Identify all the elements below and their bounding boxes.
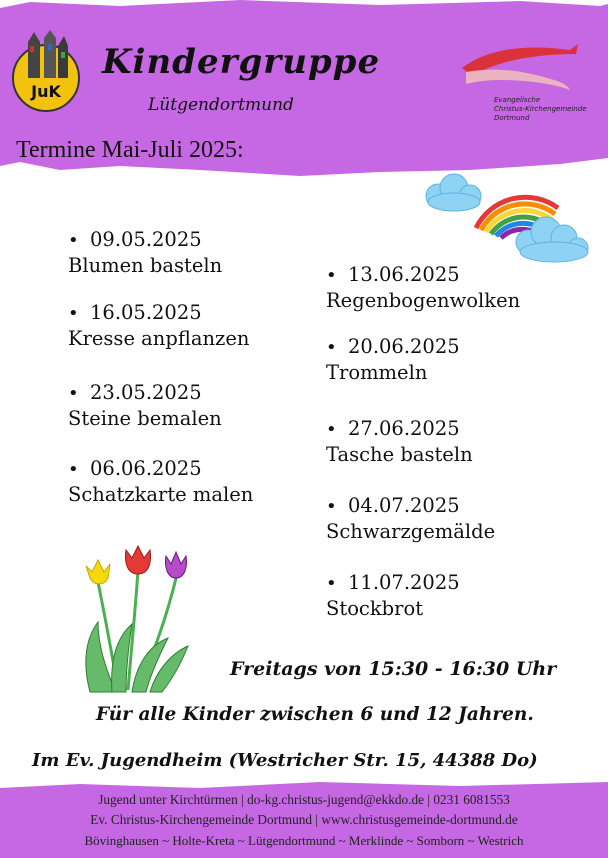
schedule-date: • 13.06.2025 — [326, 262, 520, 288]
meeting-time: Freitags von 15:30 - 16:30 Uhr — [230, 658, 557, 680]
schedule-item — [68, 300, 249, 351]
page-title: Kindergruppe — [102, 42, 381, 82]
footer-website: Ev. Christus-Kirchengemeinde Dortmund | www.christusgemeinde-dortmund.de — [90, 812, 518, 827]
schedule-date: • 16.05.2025 — [68, 300, 249, 326]
church-logo — [458, 42, 588, 94]
schedule-date: • 06.06.2025 — [68, 456, 253, 482]
schedule-activity: Schwarzgemälde — [326, 520, 496, 543]
juk-logo-text: JuK — [31, 82, 61, 101]
schedule-activity: Steine bemalen — [68, 407, 222, 430]
schedule-activity: Stockbrot — [326, 597, 424, 620]
schedule-item — [68, 380, 222, 431]
church-name-line: Evangelische — [494, 96, 541, 104]
tulips-illustration — [76, 542, 196, 694]
schedule-item — [326, 416, 473, 467]
schedule-item — [326, 570, 460, 621]
rainbow-cloud-illustration — [418, 168, 590, 270]
schedule-date: • 09.05.2025 — [68, 227, 222, 253]
schedule-activity: Schatzkarte malen — [68, 483, 254, 506]
schedule-item — [326, 262, 520, 313]
schedule-item — [68, 456, 253, 507]
footer-districts: Bövinghausen ~ Holte-Kreta ~ Lütgendortmund ~ Merklinde ~ Somborn ~ Westrich — [84, 833, 524, 848]
juk-logo — [10, 30, 82, 112]
church-name — [494, 96, 587, 123]
schedule-date: • 27.06.2025 — [326, 416, 473, 442]
schedule-activity: Kresse anpflanzen — [68, 327, 250, 350]
schedule-date: • 20.06.2025 — [326, 334, 460, 360]
schedule-activity: Blumen basteln — [68, 254, 223, 277]
schedule-item — [326, 493, 495, 544]
schedule-date: • 23.05.2025 — [68, 380, 222, 406]
schedule-item — [326, 334, 460, 385]
church-name-line: Christus-Kirchengemeinde — [494, 105, 587, 113]
footer-contact: Jugend unter Kirchtürmen | do-kg.christus-jugend@ekkdo.de | 0231 6081553 — [98, 792, 510, 807]
schedule-date: • 04.07.2025 — [326, 493, 495, 519]
schedule-date: • 11.07.2025 — [326, 570, 460, 596]
schedule-activity: Tasche basteln — [326, 443, 473, 466]
schedule-activity: Regenbogenwolken — [326, 289, 521, 312]
schedule-item — [68, 227, 222, 278]
termine-heading: Termine Mai-Juli 2025: — [16, 137, 244, 163]
church-name-line: Dortmund — [494, 114, 530, 122]
location-text: Im Ev. Jugendheim (Westricher Str. 15, 44388 Do) — [32, 750, 538, 771]
audience-text: Für alle Kinder zwischen 6 und 12 Jahren. — [96, 704, 534, 725]
schedule-activity: Trommeln — [326, 361, 428, 384]
page-subtitle: Lütgendortmund — [148, 95, 294, 115]
